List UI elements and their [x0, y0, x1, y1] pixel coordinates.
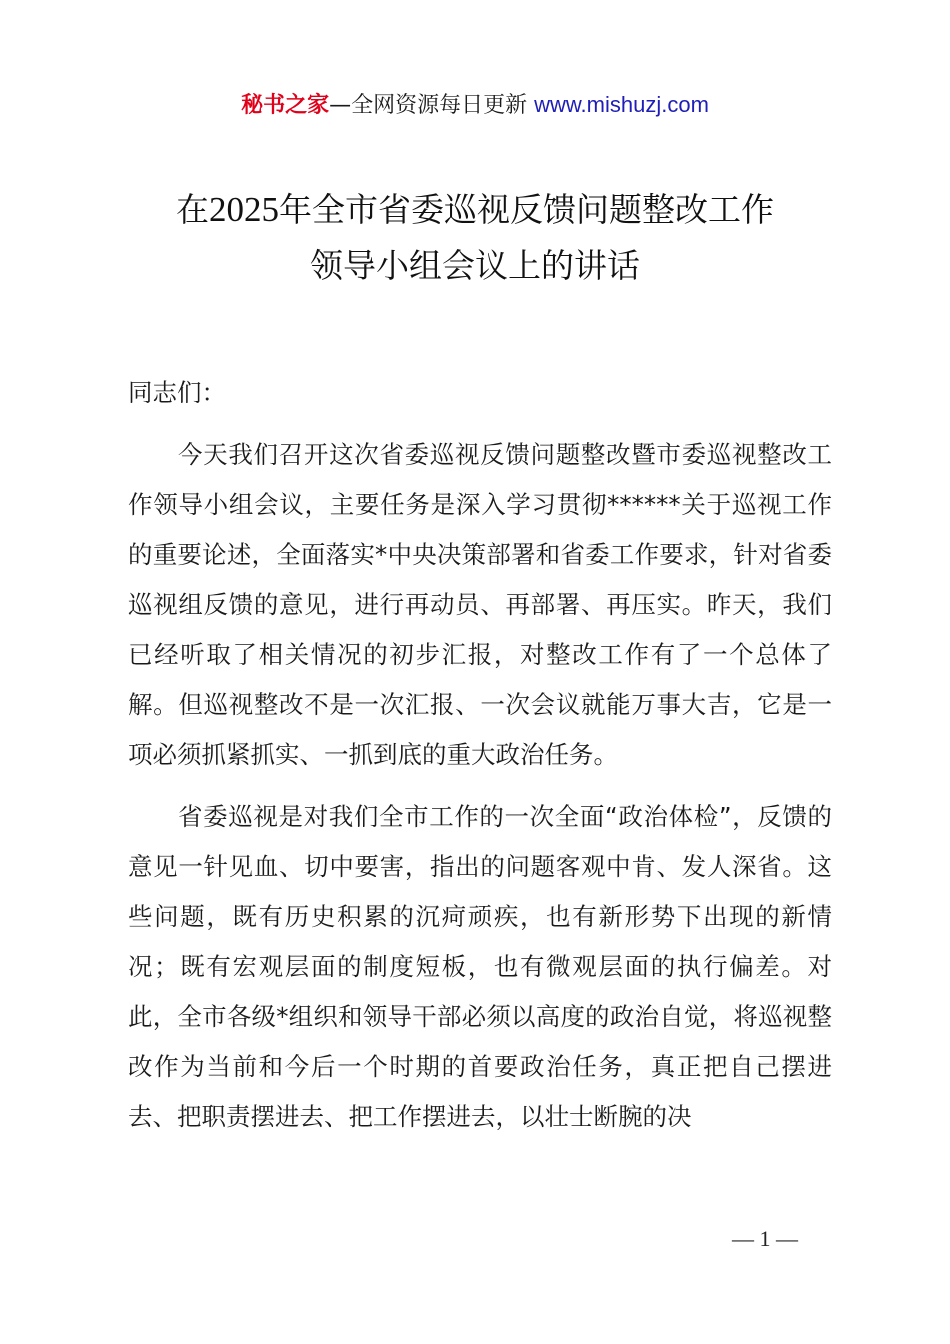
page-footer: [0, 1222, 950, 1256]
document-body: [128, 368, 832, 1154]
title-line-1: [0, 182, 950, 238]
header-tagline: —全网资源每日更新: [329, 93, 535, 118]
paragraph-1: 今天我们召开这次省委巡视反馈问题整改暨市委巡视整改工作领导小组会议，主要任务是深入学习贯彻******关于巡视工作的重要论述，全面落实*中央决策部署和省委工作要求，针对省委巡视组反馈的意见，进行再动员、再部署、再压实。昨天，我们已经听取了相关情况的初步汇报，对整改工作有了一个总体了解。但巡视整改不是一次汇报、一次会议就能万事大吉，它是一项必须抓紧抓实、一抓到底的重大政治任务。: [128, 440, 832, 769]
title-line-2: 领导小组会议上的讲话: [310, 246, 640, 285]
title-suffix: 年全市省委巡视反馈问题整改工作: [279, 190, 774, 229]
salutation: 同志们：: [128, 378, 226, 407]
site-header: [0, 88, 950, 123]
brand-name: 秘书之家: [241, 93, 330, 118]
page-number: — 1 —: [732, 1226, 798, 1251]
title-prefix: 在: [176, 190, 209, 229]
site-url[interactable]: www.mishuzj.com: [534, 92, 709, 117]
paragraph-2: 省委巡视是对我们全市工作的一次全面“政治体检”，反馈的意见一针见血、切中要害，指出的问题客观中肯、发人深省。这些问题，既有历史积累的沉疴顽疾，也有新形势下出现的新情况；既有宏观层面的制度短板，也有微观层面的执行偏差。对此，全市各级*组织和领导干部必须以高度的政治自觉，将巡视整改作为当前和今后一个时期的首要政治任务，真正把自己摆进去、把职责摆进去、把工作摆进去，以壮士断腕的决: [128, 802, 832, 1131]
title-year: 2025: [209, 190, 279, 229]
document-title: [0, 182, 950, 294]
